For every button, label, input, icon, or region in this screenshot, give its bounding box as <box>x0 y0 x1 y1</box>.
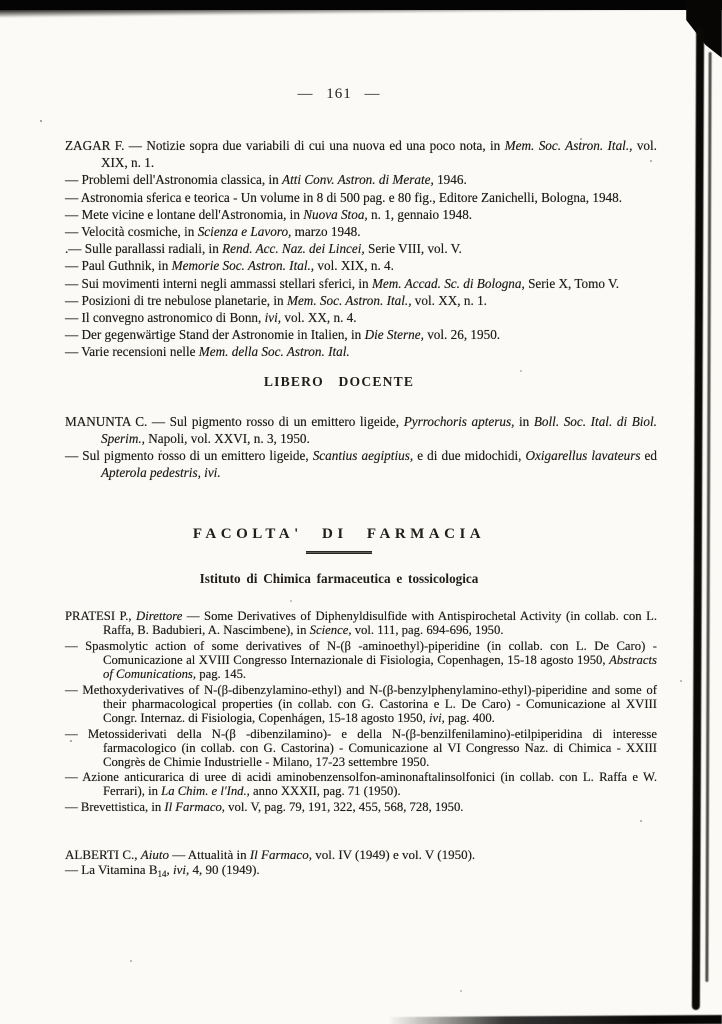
bib-entry-text: — Velocità cosmiche, in <box>65 224 198 240</box>
bib-section-pratesi <box>65 610 657 815</box>
bib-entry-subscript: 14 <box>157 869 167 880</box>
bib-entry-text: — Sui movimenti interni negli ammassi stellari sferici, in <box>65 275 372 291</box>
bib-entry-italic-text: Memorie Soc. Astron. Ital., <box>171 258 315 274</box>
bib-entry-text: n. 1, gennaio 1948. <box>367 206 473 222</box>
bib-entry-text: ALBERTI C., <box>65 847 141 863</box>
bib-entry <box>65 684 657 726</box>
bib-entry-italic-text: Science, <box>309 623 352 638</box>
bib-entry-italic-text: Pyrrochoris apterus, <box>403 413 515 429</box>
bib-entry-text: — Posizioni di tre nebulose planetarie, in <box>65 292 287 308</box>
bib-entry-text: — Some Derivatives of Diphenyldisulfide with Antispirochetal Activity (in collab. con L. Raffa, B. Badubieri, A. Nascimbene), in <box>103 609 657 638</box>
section-divider-rule <box>306 551 372 554</box>
bib-entry-text: — Astronomia sferica e teorica - Un volume in 8 di 500 pag. e 80 fig., Editore Zanichelli, Bologna, 1948. <box>65 189 623 205</box>
bib-entry-text: e di due midochidi, <box>413 448 526 464</box>
bib-entry-italic-text: Die Sterne, <box>364 327 424 343</box>
bib-entry-text: vol. IV (1949) e vol. V (1950). <box>311 847 476 863</box>
bib-entry-text: Napoli, vol. XXVI, n. 3, 1950. <box>144 430 310 446</box>
bib-entry <box>65 292 657 309</box>
bib-entry-text: — Attualità in <box>168 847 250 863</box>
bib-entry-text: , <box>166 862 173 878</box>
bib-entry <box>65 343 657 360</box>
bib-entry-text: — Methoxyderivatives of N-(β-dibenzylamino-ethyl) and N-(β-benzylphenylamino-ethyl)-piperidine and some of their pharmacological properties (in collab. con G. Castorina e L. De Caro) - Comunicazione al XVIII Congr. Internaz. di Fisiologia, Copenhágen, 15-18 agosto 1950, <box>65 682 657 725</box>
bib-entry-text: — Sul pigmento rosso di un emittero ligeide, <box>65 448 313 464</box>
bib-entry-italic-text: La Chim. e l'Ind., <box>161 784 250 799</box>
bib-entry <box>65 801 657 815</box>
bib-section-manunta <box>65 413 657 482</box>
bib-entry-text: — Azione anticurarica di uree di acidi aminobenzensolfon-aminonaftalinsolfonici (in collab. con L. Raffa e W. Ferrari), in <box>65 770 657 799</box>
bib-entry <box>65 309 657 326</box>
heading-section: LIBERO DOCENTE <box>263 373 415 389</box>
bib-entry-text: — Problemi dell'Astronomia classica, in <box>65 172 283 188</box>
bib-entry-italic-text: Mem. Soc. Astron. Ital., <box>504 138 633 153</box>
bib-entry-text: marzo 1948. <box>291 224 361 240</box>
bib-entry <box>65 171 657 188</box>
heading-faculty: FACOLTA' DI FARMACIA <box>192 526 486 543</box>
bib-entry-text: — Der gegenwärtige Stand der Astronomie in Italien, in <box>65 327 365 343</box>
bib-entry-text: — Brevettistica, in <box>65 800 165 815</box>
scan-artifact-right-binding-stripe <box>692 28 704 1010</box>
bib-entry-italic-text: ivi, <box>428 710 445 725</box>
bib-entry-italic-text: Mem. della Soc. Astron. Ital. <box>198 344 350 360</box>
bib-entry-text: vol. V, pag. 79, 191, 322, 455, 568, 728, 1950. <box>224 800 464 815</box>
scan-artifact-right-thin-stripe <box>705 52 711 982</box>
bib-entry <box>65 206 657 223</box>
bib-entry <box>65 847 657 862</box>
bib-entry-italic-text: Scienza e Lavoro, <box>197 224 292 240</box>
page-number: — 161 — <box>297 86 381 102</box>
bib-entry-italic-text: Aiuto <box>140 847 169 863</box>
bib-entry <box>65 275 657 292</box>
bib-entry-text: 4, 90 (1949). <box>189 862 260 878</box>
bib-entry-italic-text: Mem. Accad. Sc. di Bologna, <box>371 275 525 291</box>
bib-entry-italic-text: Boll. Soc. Ital. di Biol. Sperim., <box>101 413 657 446</box>
bib-entry-text: PRATESI P., <box>65 609 137 624</box>
bib-entry-text: — Varie recensioni nelle <box>65 344 199 360</box>
bib-entry-text: anno XXXII, pag. 71 (1950). <box>249 784 401 799</box>
bib-entry <box>65 640 657 682</box>
bib-entry-italic-text: ivi, <box>173 862 190 878</box>
bib-entry <box>65 771 657 799</box>
heading-institute: Istituto di Chimica farmaceutica e tossicologica <box>199 571 479 587</box>
bib-entry-italic-text: Abstracts of Comunications, <box>103 653 657 682</box>
bib-entry-text: .— Sulle parallassi radiali, in <box>65 241 223 257</box>
bib-entry-italic-text: Nuova Stoa, <box>303 206 368 222</box>
bib-entry <box>65 610 657 638</box>
bib-entry-text: Serie X, Tomo V. <box>524 275 620 291</box>
bib-entry-text: — Metossiderivati della N-(β -dibenzilamino)- e della N-(β-benzilfenilamino)-etilpiperidina di interesse farmacologico (in collab. con G. Castorina) - Comunicazione al VI Congresso Naz. di Chimica - XXIII Congrès de Chimie Industrielle - Milano, 17-23 settembre 1950. <box>65 726 657 769</box>
bib-entry-text: Serie VIII, vol. V. <box>364 241 462 257</box>
bib-section-zagar <box>65 137 657 361</box>
bib-entry <box>65 413 657 447</box>
bib-entry-italic-text: Oxigarellus lavateurs <box>525 448 641 464</box>
bib-entry-text: vol. XX, n. 4. <box>281 310 357 326</box>
bib-entry-text: vol. 26, 1950. <box>423 327 501 343</box>
bib-entry <box>65 257 657 274</box>
bib-entry-text: — Mete vicine e lontane dell'Astronomia, in <box>65 206 304 222</box>
bib-entry <box>65 189 657 206</box>
bib-entry <box>65 326 657 343</box>
bib-entry-italic-text: Il Farmaco, <box>164 800 225 815</box>
bib-entry-text: ed <box>640 448 658 464</box>
bib-entry-italic-text: Apterola pedestris, ivi. <box>101 465 221 481</box>
scan-artifact-top-edge <box>0 0 722 10</box>
bib-entry-text: — Il convegno astronomico di Bonn, <box>65 310 265 326</box>
bib-entry <box>65 137 657 171</box>
bib-entry-text: — Paul Guthnik, in <box>65 258 172 274</box>
bib-entry-italic-text: ivi, <box>264 310 282 326</box>
bib-entry-italic-text: Rend. Acc. Naz. dei Lincei, <box>222 241 365 257</box>
bib-entry-text: 1946. <box>433 172 467 188</box>
bib-entry-text: vol. XX, n. 1. <box>411 292 487 308</box>
bib-entry-italic-text: Il Farmaco, <box>249 847 312 863</box>
bib-entry-text: ZAGAR F. — Notizie sopra due variabili di cui una nuova ed una poco nota, in <box>65 138 505 153</box>
bib-entry-italic-text: Scantius aegiptius, <box>312 448 414 464</box>
bib-entry-text: MANUNTA C. — Sul pigmento rosso di un emittero ligeide, <box>65 413 404 429</box>
bib-entry <box>65 862 657 880</box>
bib-entry-text: in <box>514 413 534 429</box>
bib-section-alberti <box>65 847 657 880</box>
bib-entry <box>65 447 657 481</box>
bib-entry <box>65 240 657 257</box>
page-content <box>65 0 658 880</box>
bib-entry-text: — La Vitamina B <box>65 862 158 878</box>
scan-artifact-dust-specks <box>40 120 42 122</box>
bib-entry-text: vol. XIX, n. 1. <box>101 138 657 171</box>
bib-entry-text: — Spasmolytic action of some derivatives of N-(β -aminoethyl)-piperidine (in collab. con L. De Caro) - Comunicazione al XVIII Congresso Internazionale di Fisiologia, Copenhagen, 15-18 agosto 1950, <box>65 639 657 668</box>
bib-entry-italic-text: Atti Conv. Astron. di Merate, <box>282 172 434 188</box>
bib-entry-text: vol. XIX, n. 4. <box>314 258 394 274</box>
bib-entry-text: pag. 145. <box>196 667 247 682</box>
bib-entry <box>65 728 657 770</box>
bib-entry-text: vol. 111, pag. 694-696, 1950. <box>351 623 504 638</box>
bib-entry-italic-text: Mem. Soc. Astron. Ital., <box>286 292 412 308</box>
bib-entry-text: pag. 400. <box>444 710 495 725</box>
bib-entry-italic-text: Direttore <box>136 609 183 624</box>
scan-artifact-bottom-edge <box>388 1015 722 1024</box>
bib-entry <box>65 223 657 240</box>
